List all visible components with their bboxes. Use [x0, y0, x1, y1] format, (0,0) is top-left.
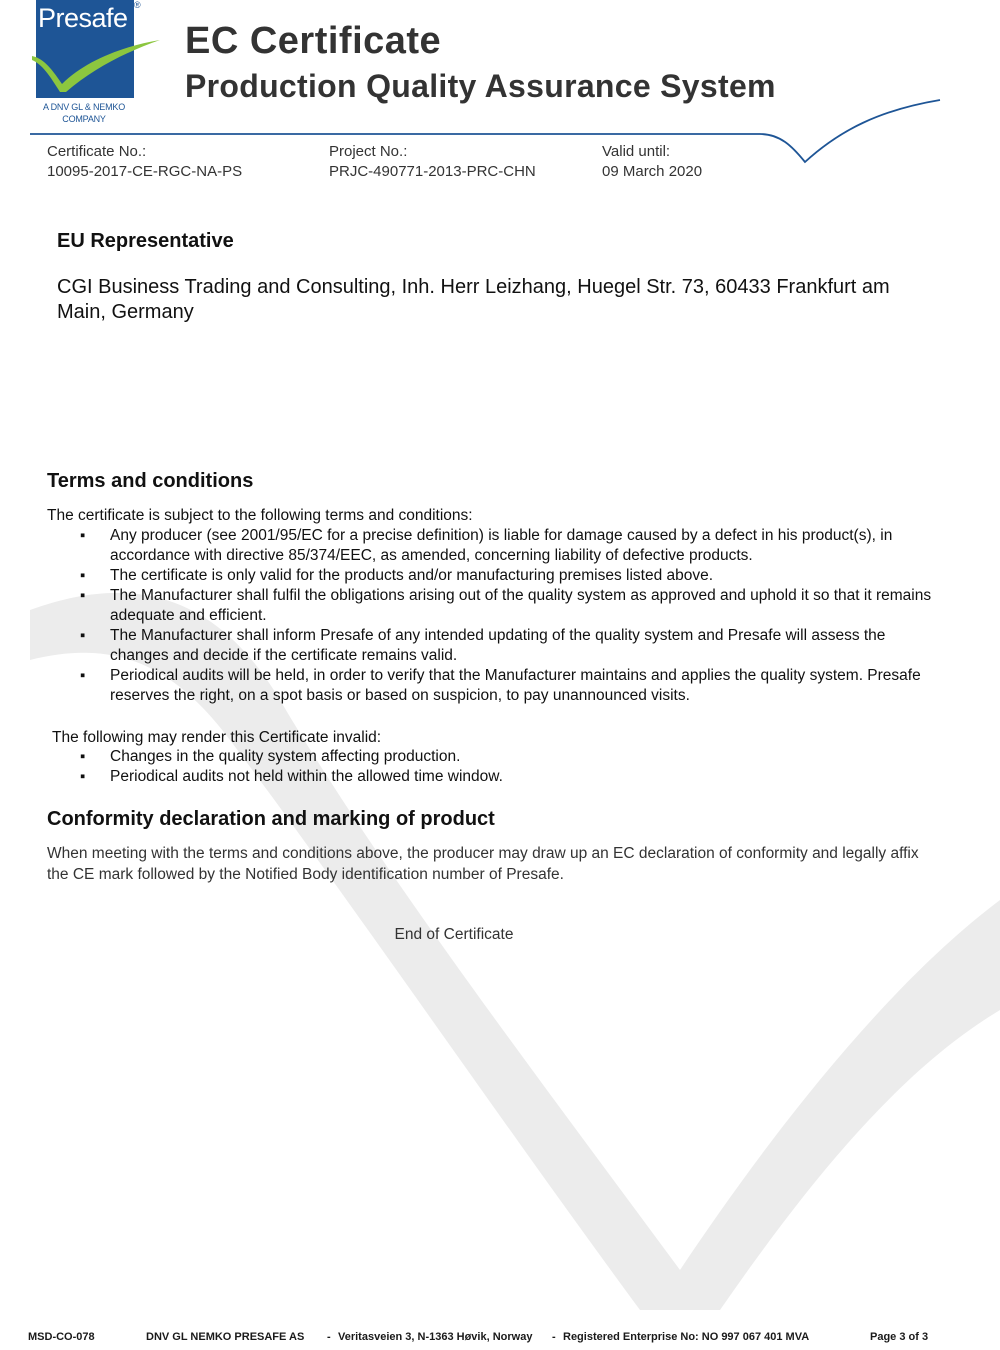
logo-tagline: A DNV GL & NEMKO COMPANY — [43, 102, 125, 124]
eu-representative-heading: EU Representative — [57, 230, 234, 252]
conformity-heading: Conformity declaration and marking of product — [47, 808, 495, 830]
valid-until — [602, 142, 702, 182]
footer-address: Veritasveien 3, N-1363 Høvik, Norway — [338, 1331, 533, 1343]
terms-intro: The certificate is subject to the following terms and conditions: — [47, 507, 473, 524]
page-title: EC Certificate — [185, 20, 442, 62]
project-number — [329, 142, 536, 182]
footer-registration: Registered Enterprise No: NO 997 067 401 MVA — [563, 1331, 810, 1343]
list-item: ▪ The certificate is only valid for the products and/or manufacturing premises listed above. — [47, 566, 937, 586]
certificate-number — [47, 142, 242, 182]
project-number-label: Project No.: — [329, 143, 408, 160]
end-of-certificate: End of Certificate — [394, 926, 514, 943]
list-item: ▪ Periodical audits will be held, in order to verify that the Manufacturer maintains and applies the quality system. Presafe reserves the right, on a spot basis or based on suspicion, to pay unannounced visits. — [47, 666, 937, 706]
valid-until-label: Valid until: — [602, 143, 671, 160]
footer-company: DNV GL NEMKO PRESAFE AS — [146, 1331, 305, 1343]
footer-page-number: Page 3 of 3 — [870, 1331, 929, 1343]
registered-mark: ® — [134, 0, 141, 10]
certificate-number-value: 10095-2017-CE-RGC-NA-PS — [47, 163, 243, 180]
page-subtitle: Production Quality Assurance System — [185, 68, 776, 104]
invalid-list — [47, 747, 937, 787]
terms-heading: Terms and conditions — [47, 470, 254, 492]
list-item: ▪ The Manufacturer shall fulfil the obligations arising out of the quality system as approved and uphold it so that it remains adequate and efficient. — [47, 586, 937, 626]
conformity-text: When meeting with the terms and conditions above, the producer may draw up an EC declaration of conformity and legally affix the CE mark followed by the Notified Body identification number of Presafe. — [47, 845, 919, 883]
list-item: ▪ Periodical audits not held within the allowed time window. — [47, 767, 937, 787]
project-number-value: PRJC-490771-2013-PRC-CHN — [329, 163, 536, 180]
footer-separator: - — [327, 1331, 331, 1343]
footer-doc-code: MSD-CO-078 — [28, 1331, 95, 1343]
valid-until-value: 09 March 2020 — [602, 163, 703, 180]
list-item: ▪ The Manufacturer shall inform Presafe of any intended updating of the quality system and Presafe will assess the changes and decide if the certificate remains valid. — [47, 626, 937, 666]
footer-separator: - — [552, 1331, 556, 1343]
terms-list — [47, 526, 937, 706]
list-item: ▪ Any producer (see 2001/95/EC for a precise definition) is liable for damage caused by a defect in his product(s), in accordance with directive 85/374/EEC, as amended, concerning liability of defective products. — [47, 526, 937, 566]
eu-representative-address: CGI Business Trading and Consulting, Inh. Herr Leizhang, Huegel Str. 73, 60433 Frankfurt am Main, Germany — [57, 276, 890, 323]
certificate-number-label: Certificate No.: — [47, 143, 147, 160]
list-item: ▪ Changes in the quality system affecting production. — [47, 747, 937, 767]
invalid-intro: The following may render this Certificate invalid: — [52, 729, 382, 746]
logo-wordmark: Presafe — [38, 3, 128, 33]
